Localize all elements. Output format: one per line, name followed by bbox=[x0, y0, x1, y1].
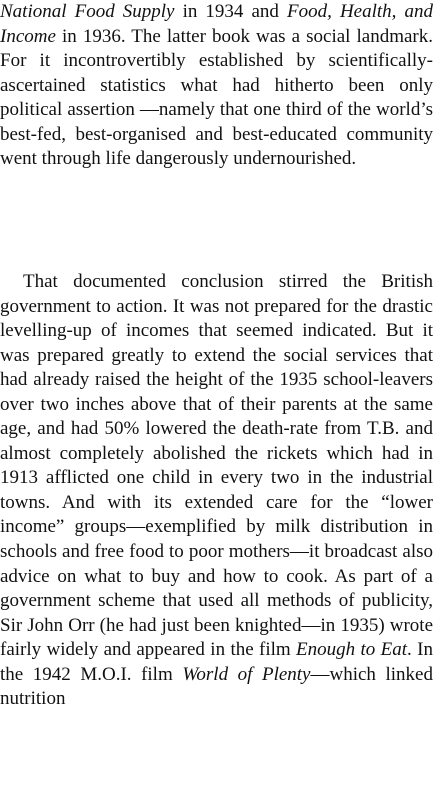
film-title-world-of-plenty: World of Plenty bbox=[182, 663, 311, 685]
paragraph-2-text-c: —which linked nutrition bbox=[0, 663, 433, 710]
book-title-national-food-supply: National Food Supply bbox=[0, 1, 175, 22]
paragraph-1-text-a: in 1934 and bbox=[174, 1, 288, 22]
paragraph-2 bbox=[0, 270, 433, 712]
book-title-food-health-income: Food, Health, and Income bbox=[0, 1, 433, 47]
paragraph-2-text-b: . In the 1942 M.O.I. film bbox=[0, 639, 433, 685]
paragraph-2-text-a: That documented conclusion stirred the British government to action. It was not prepared for the drastic levelling-up of incomes that seemed indicated. But it was prepared greatly to extend the social services that had already raised the height of the 1935 school-leavers over two inches above that of their parents at the same age, and had 50% lowered the death-rate from T.B. and almost completely abolished the rickets which had in 1913 afflicted one child in every two in the industrial towns. And with its extended care for the “lower income” groups—exemplified by milk distribution in schools and free food to poor mothers—it broadcast also advice on what to buy and how to cook. As part of a government scheme that used all methods of publicity, Sir John Orr (he had just been knighted—in 1935) wrote fairly widely and appeared in the film bbox=[0, 271, 433, 661]
paragraph-1 bbox=[0, 0, 433, 172]
paragraph-1-text-b: in 1936. The latter book was a social landmark. For it incontrovertibly established by scientifically-ascertained statistics what had hitherto been only political assertion —namely that one third of the world’s best-fed, best-organised and best-educated community went through life dangerously undernourished. bbox=[0, 25, 433, 170]
film-title-enough-to-eat: Enough to Eat bbox=[296, 639, 408, 661]
